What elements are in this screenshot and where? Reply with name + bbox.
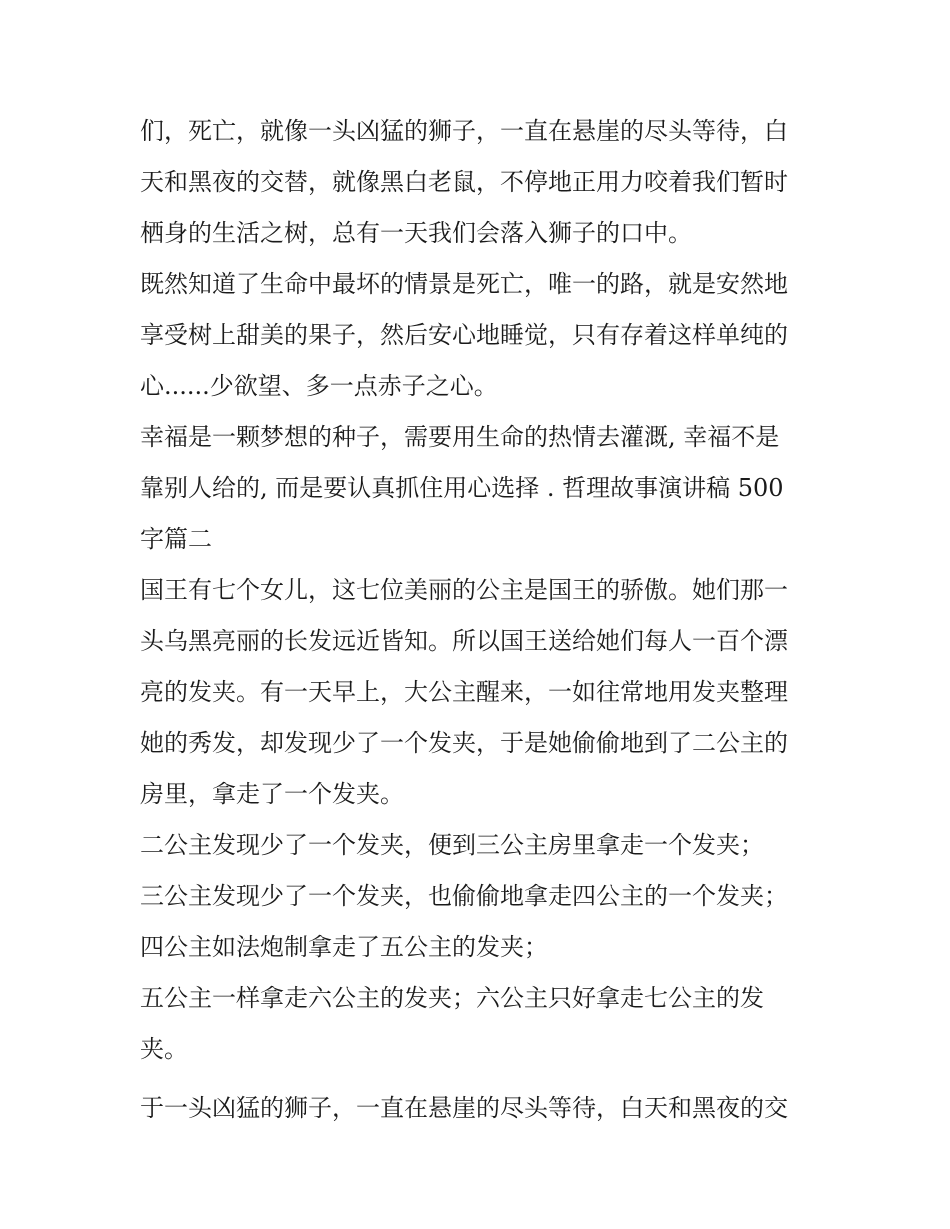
text-line: 她的秀发，却发现少了一个发夹，于是她偷偷地到了二公主的 <box>140 729 788 757</box>
text-line: 幸福是一颗梦想的种子，需要用生命的热情去灌溉, 幸福不是 <box>140 423 780 451</box>
text-line: 房里，拿走了一个发夹。 <box>140 780 404 808</box>
text-line: 享受树上甜美的果子，然后安心地睡觉，只有存着这样单纯的 <box>140 321 788 349</box>
document-body <box>140 106 820 1134</box>
text-line: 二公主发现少了一个发夹，便到三公主房里拿走一个发夹； <box>140 831 764 859</box>
text-line: 字篇二 <box>140 525 212 553</box>
paragraph-gap <box>140 1075 820 1083</box>
text-line: 于一头凶猛的狮子，一直在悬崖的尽头等待，白天和黑夜的交 <box>140 1094 788 1122</box>
text-line: 们，死亡，就像一头凶猛的狮子，一直在悬崖的尽头等待，白 <box>140 117 788 145</box>
text-line: 国王有七个女儿，这七位美丽的公主是国王的骄傲。她们那一 <box>140 576 788 604</box>
text-line: 四公主如法炮制拿走了五公主的发夹； <box>140 933 548 961</box>
text-line: 既然知道了生命中最坏的情景是死亡，唯一的路，就是安然地 <box>140 270 788 298</box>
text-line: 亮的发夹。有一天早上，大公主醒来，一如往常地用发夹整理 <box>140 678 788 706</box>
text-line: 夹。 <box>140 1035 188 1063</box>
text-line: 栖身的生活之树，总有一天我们会落入狮子的口中。 <box>140 219 692 247</box>
text-line: 靠别人给的, 而是要认真抓住用心选择 . 哲理故事演讲稿 500 <box>140 474 784 502</box>
text-line: 天和黑夜的交替，就像黑白老鼠，不停地正用力咬着我们暂时 <box>140 168 788 196</box>
text-line: 三公主发现少了一个发夹，也偷偷地拿走四公主的一个发夹； <box>140 882 788 910</box>
text-line: 五公主一样拿走六公主的发夹；六公主只好拿走七公主的发 <box>140 984 764 1012</box>
text-line: 头乌黑亮丽的长发远近皆知。所以国王送给她们每人一百个漂 <box>140 627 788 655</box>
text-line: 心......少欲望、多一点赤子之心。 <box>140 372 498 400</box>
